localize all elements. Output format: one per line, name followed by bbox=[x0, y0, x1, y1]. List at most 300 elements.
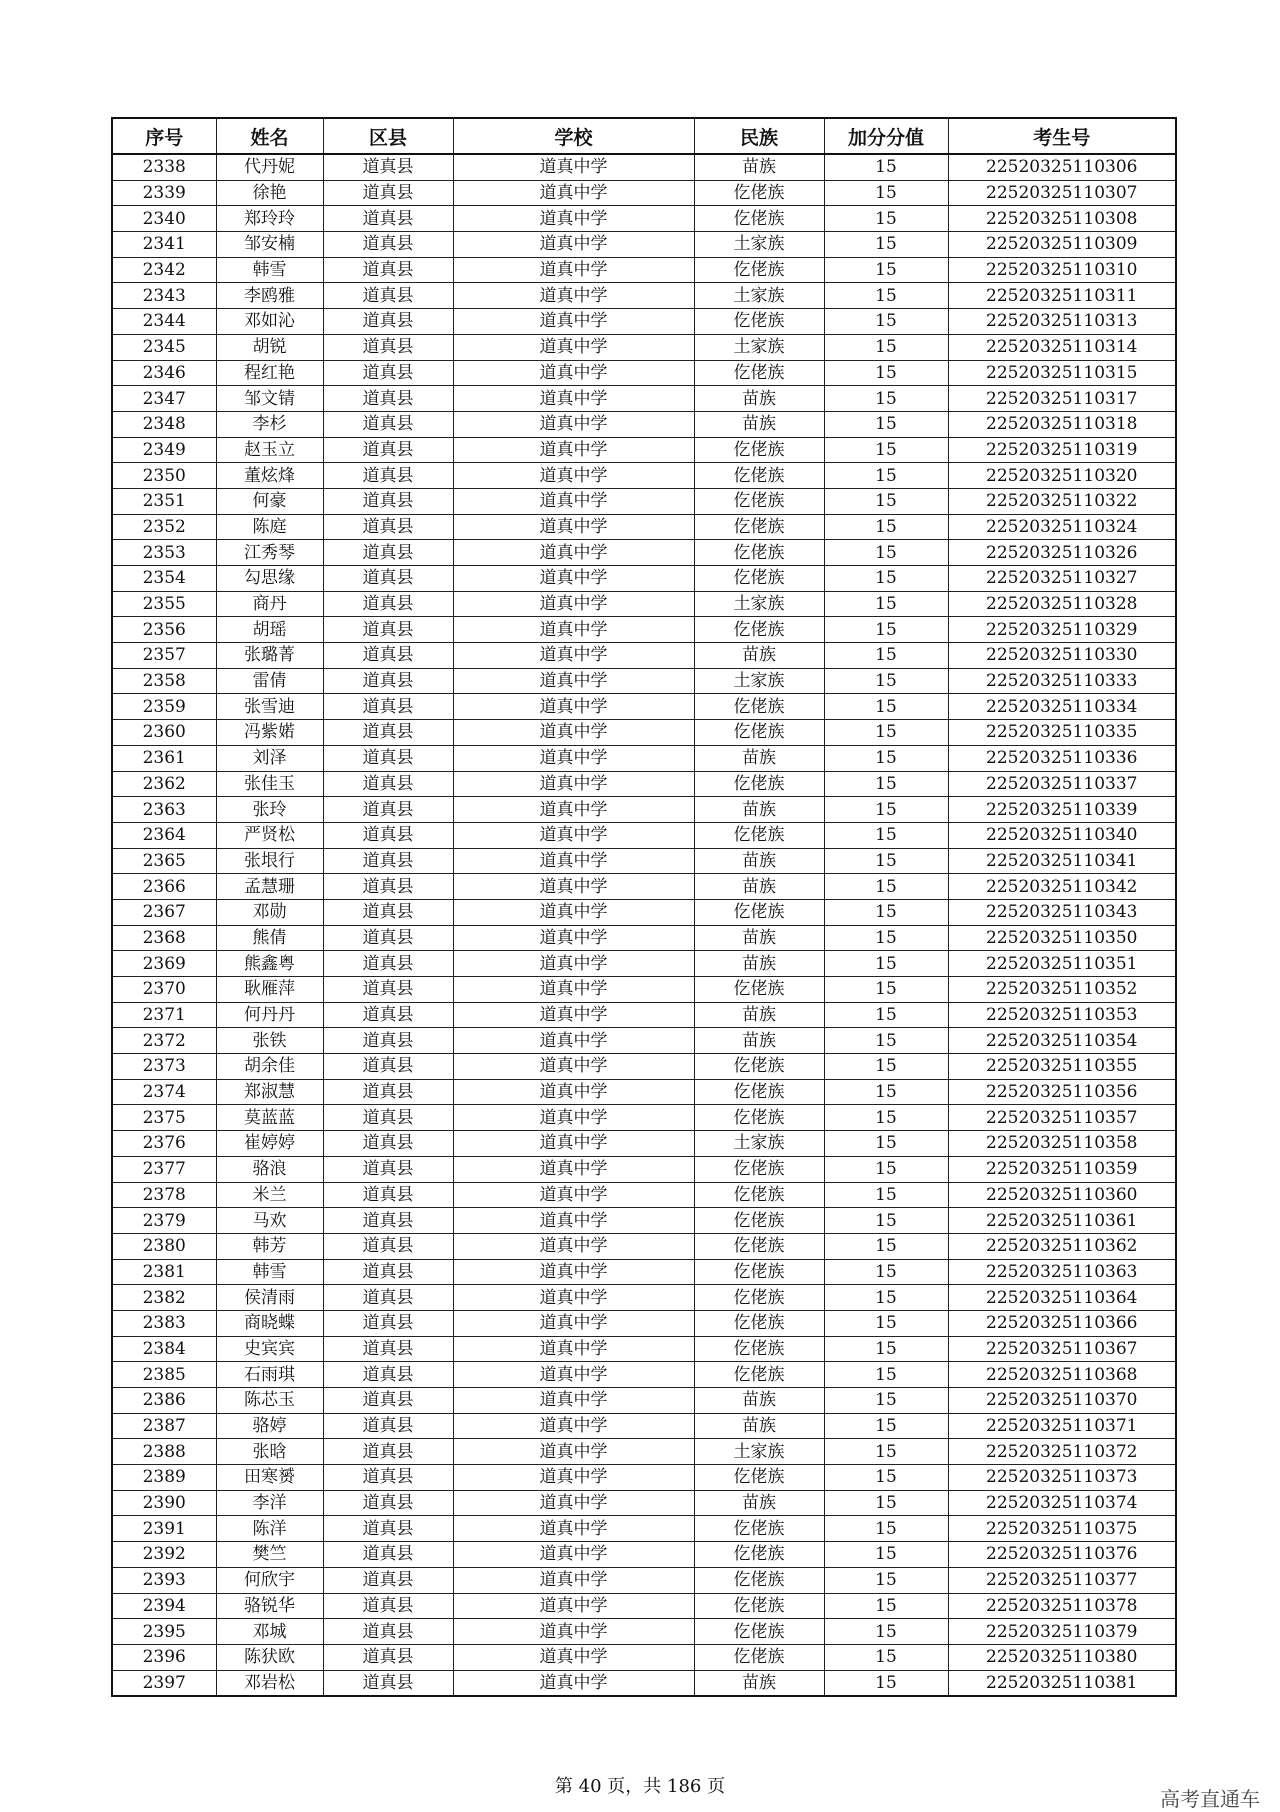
cell-ethnicity: 苗族 bbox=[694, 643, 824, 669]
cell-exam-id: 22520325110353 bbox=[948, 1002, 1176, 1028]
cell-ethnicity: 仡佬族 bbox=[694, 488, 824, 514]
table-row bbox=[112, 899, 1176, 925]
cell-name: 邹安楠 bbox=[216, 232, 323, 258]
cell-index: 2357 bbox=[112, 643, 216, 669]
table-row bbox=[112, 411, 1176, 437]
cell-school: 道真中学 bbox=[453, 977, 694, 1003]
cell-index: 2370 bbox=[112, 977, 216, 1003]
cell-index: 2366 bbox=[112, 874, 216, 900]
cell-index: 2339 bbox=[112, 180, 216, 206]
cell-index: 2392 bbox=[112, 1542, 216, 1568]
cell-county: 道真县 bbox=[323, 1002, 453, 1028]
cell-ethnicity: 仡佬族 bbox=[694, 1259, 824, 1285]
cell-exam-id: 22520325110324 bbox=[948, 514, 1176, 540]
cell-name: 孟慧珊 bbox=[216, 874, 323, 900]
cell-school: 道真中学 bbox=[453, 1336, 694, 1362]
cell-index: 2386 bbox=[112, 1388, 216, 1414]
cell-school: 道真中学 bbox=[453, 1208, 694, 1234]
cell-ethnicity: 仡佬族 bbox=[694, 437, 824, 463]
table-row bbox=[112, 1002, 1176, 1028]
cell-county: 道真县 bbox=[323, 1079, 453, 1105]
cell-exam-id: 22520325110375 bbox=[948, 1516, 1176, 1542]
cell-school: 道真中学 bbox=[453, 1002, 694, 1028]
cell-county: 道真县 bbox=[323, 1593, 453, 1619]
cell-name: 雷倩 bbox=[216, 668, 323, 694]
cell-ethnicity: 仡佬族 bbox=[694, 1105, 824, 1131]
cell-index: 2354 bbox=[112, 566, 216, 592]
cell-ethnicity: 土家族 bbox=[694, 232, 824, 258]
cell-bonus: 15 bbox=[824, 797, 948, 823]
cell-exam-id: 22520325110319 bbox=[948, 437, 1176, 463]
cell-name: 冯紫婼 bbox=[216, 720, 323, 746]
cell-school: 道真中学 bbox=[453, 309, 694, 335]
cell-school: 道真中学 bbox=[453, 1644, 694, 1670]
table-row bbox=[112, 1388, 1176, 1414]
cell-name: 何丹丹 bbox=[216, 1002, 323, 1028]
table-row bbox=[112, 1593, 1176, 1619]
cell-bonus: 15 bbox=[824, 540, 948, 566]
cell-name: 严贤松 bbox=[216, 822, 323, 848]
cell-ethnicity: 苗族 bbox=[694, 154, 824, 180]
cell-index: 2374 bbox=[112, 1079, 216, 1105]
cell-school: 道真中学 bbox=[453, 154, 694, 180]
cell-school: 道真中学 bbox=[453, 797, 694, 823]
cell-exam-id: 22520325110372 bbox=[948, 1439, 1176, 1465]
cell-name: 勾思缘 bbox=[216, 566, 323, 592]
cell-name: 韩雪 bbox=[216, 1259, 323, 1285]
cell-county: 道真县 bbox=[323, 232, 453, 258]
cell-name: 田寒赟 bbox=[216, 1465, 323, 1491]
watermark-text: 高考直通车 bbox=[1160, 1787, 1260, 1811]
cell-index: 2343 bbox=[112, 283, 216, 309]
cell-school: 道真中学 bbox=[453, 1233, 694, 1259]
column-header-name: 姓名 bbox=[216, 118, 323, 154]
cell-school: 道真中学 bbox=[453, 617, 694, 643]
cell-index: 2371 bbox=[112, 1002, 216, 1028]
table-row bbox=[112, 925, 1176, 951]
cell-bonus: 15 bbox=[824, 437, 948, 463]
cell-ethnicity: 苗族 bbox=[694, 874, 824, 900]
cell-exam-id: 22520325110314 bbox=[948, 334, 1176, 360]
cell-index: 2393 bbox=[112, 1567, 216, 1593]
cell-bonus: 15 bbox=[824, 617, 948, 643]
cell-index: 2380 bbox=[112, 1233, 216, 1259]
cell-index: 2356 bbox=[112, 617, 216, 643]
cell-county: 道真县 bbox=[323, 154, 453, 180]
cell-exam-id: 22520325110308 bbox=[948, 206, 1176, 232]
cell-bonus: 15 bbox=[824, 309, 948, 335]
cell-ethnicity: 土家族 bbox=[694, 591, 824, 617]
cell-bonus: 15 bbox=[824, 386, 948, 412]
cell-bonus: 15 bbox=[824, 154, 948, 180]
cell-name: 邓城 bbox=[216, 1619, 323, 1645]
cell-index: 2348 bbox=[112, 411, 216, 437]
cell-ethnicity: 仡佬族 bbox=[694, 309, 824, 335]
cell-school: 道真中学 bbox=[453, 1593, 694, 1619]
cell-exam-id: 22520325110367 bbox=[948, 1336, 1176, 1362]
cell-bonus: 15 bbox=[824, 1644, 948, 1670]
cell-bonus: 15 bbox=[824, 1413, 948, 1439]
cell-index: 2384 bbox=[112, 1336, 216, 1362]
table-row bbox=[112, 1233, 1176, 1259]
cell-name: 张佳玉 bbox=[216, 771, 323, 797]
cell-school: 道真中学 bbox=[453, 1054, 694, 1080]
cell-county: 道真县 bbox=[323, 1439, 453, 1465]
table-row bbox=[112, 463, 1176, 489]
cell-county: 道真县 bbox=[323, 1362, 453, 1388]
cell-name: 樊竺 bbox=[216, 1542, 323, 1568]
cell-bonus: 15 bbox=[824, 514, 948, 540]
cell-school: 道真中学 bbox=[453, 1516, 694, 1542]
table-row bbox=[112, 309, 1176, 335]
cell-school: 道真中学 bbox=[453, 1567, 694, 1593]
cell-exam-id: 22520325110371 bbox=[948, 1413, 1176, 1439]
cell-index: 2390 bbox=[112, 1490, 216, 1516]
cell-index: 2342 bbox=[112, 257, 216, 283]
cell-county: 道真县 bbox=[323, 488, 453, 514]
cell-bonus: 15 bbox=[824, 771, 948, 797]
cell-bonus: 15 bbox=[824, 283, 948, 309]
cell-name: 骆婷 bbox=[216, 1413, 323, 1439]
column-header-ethnicity: 民族 bbox=[694, 118, 824, 154]
cell-bonus: 15 bbox=[824, 822, 948, 848]
cell-ethnicity: 土家族 bbox=[694, 283, 824, 309]
cell-index: 2361 bbox=[112, 745, 216, 771]
cell-index: 2385 bbox=[112, 1362, 216, 1388]
cell-name: 邓如沁 bbox=[216, 309, 323, 335]
cell-exam-id: 22520325110361 bbox=[948, 1208, 1176, 1234]
cell-index: 2358 bbox=[112, 668, 216, 694]
table-row bbox=[112, 1259, 1176, 1285]
table-row bbox=[112, 283, 1176, 309]
cell-exam-id: 22520325110334 bbox=[948, 694, 1176, 720]
cell-name: 崔婷婷 bbox=[216, 1131, 323, 1157]
cell-bonus: 15 bbox=[824, 591, 948, 617]
cell-index: 2373 bbox=[112, 1054, 216, 1080]
cell-name: 何欣宇 bbox=[216, 1567, 323, 1593]
table-row bbox=[112, 1362, 1176, 1388]
cell-county: 道真县 bbox=[323, 822, 453, 848]
cell-bonus: 15 bbox=[824, 1233, 948, 1259]
cell-exam-id: 22520325110333 bbox=[948, 668, 1176, 694]
cell-school: 道真中学 bbox=[453, 591, 694, 617]
cell-ethnicity: 土家族 bbox=[694, 1439, 824, 1465]
cell-ethnicity: 仡佬族 bbox=[694, 694, 824, 720]
cell-index: 2347 bbox=[112, 386, 216, 412]
cell-index: 2355 bbox=[112, 591, 216, 617]
cell-county: 道真县 bbox=[323, 514, 453, 540]
cell-name: 胡锐 bbox=[216, 334, 323, 360]
cell-school: 道真中学 bbox=[453, 874, 694, 900]
cell-county: 道真县 bbox=[323, 283, 453, 309]
cell-county: 道真县 bbox=[323, 1285, 453, 1311]
cell-bonus: 15 bbox=[824, 1054, 948, 1080]
results-table-container bbox=[111, 117, 1175, 1697]
cell-bonus: 15 bbox=[824, 745, 948, 771]
cell-name: 刘泽 bbox=[216, 745, 323, 771]
cell-school: 道真中学 bbox=[453, 1285, 694, 1311]
cell-bonus: 15 bbox=[824, 411, 948, 437]
cell-county: 道真县 bbox=[323, 591, 453, 617]
cell-ethnicity: 仡佬族 bbox=[694, 1567, 824, 1593]
cell-ethnicity: 仡佬族 bbox=[694, 514, 824, 540]
cell-name: 张铁 bbox=[216, 1028, 323, 1054]
cell-exam-id: 22520325110364 bbox=[948, 1285, 1176, 1311]
cell-index: 2379 bbox=[112, 1208, 216, 1234]
cell-index: 2349 bbox=[112, 437, 216, 463]
cell-exam-id: 22520325110317 bbox=[948, 386, 1176, 412]
cell-exam-id: 22520325110342 bbox=[948, 874, 1176, 900]
cell-bonus: 15 bbox=[824, 1439, 948, 1465]
cell-index: 2350 bbox=[112, 463, 216, 489]
cell-bonus: 15 bbox=[824, 1388, 948, 1414]
cell-school: 道真中学 bbox=[453, 822, 694, 848]
cell-exam-id: 22520325110328 bbox=[948, 591, 1176, 617]
cell-exam-id: 22520325110326 bbox=[948, 540, 1176, 566]
cell-bonus: 15 bbox=[824, 180, 948, 206]
cell-school: 道真中学 bbox=[453, 257, 694, 283]
cell-county: 道真县 bbox=[323, 1182, 453, 1208]
cell-name: 代丹妮 bbox=[216, 154, 323, 180]
table-row bbox=[112, 1619, 1176, 1645]
cell-exam-id: 22520325110336 bbox=[948, 745, 1176, 771]
cell-index: 2362 bbox=[112, 771, 216, 797]
table-row bbox=[112, 206, 1176, 232]
table-row bbox=[112, 745, 1176, 771]
cell-school: 道真中学 bbox=[453, 848, 694, 874]
table-header-row bbox=[112, 118, 1176, 154]
cell-bonus: 15 bbox=[824, 1002, 948, 1028]
cell-county: 道真县 bbox=[323, 180, 453, 206]
cell-index: 2387 bbox=[112, 1413, 216, 1439]
table-row bbox=[112, 874, 1176, 900]
cell-county: 道真县 bbox=[323, 1233, 453, 1259]
cell-index: 2364 bbox=[112, 822, 216, 848]
cell-ethnicity: 仡佬族 bbox=[694, 1156, 824, 1182]
cell-index: 2378 bbox=[112, 1182, 216, 1208]
table-body bbox=[112, 154, 1176, 1696]
cell-index: 2395 bbox=[112, 1619, 216, 1645]
cell-exam-id: 22520325110352 bbox=[948, 977, 1176, 1003]
cell-exam-id: 22520325110379 bbox=[948, 1619, 1176, 1645]
cell-ethnicity: 苗族 bbox=[694, 1388, 824, 1414]
cell-county: 道真县 bbox=[323, 925, 453, 951]
table-row bbox=[112, 1567, 1176, 1593]
table-row bbox=[112, 771, 1176, 797]
table-row bbox=[112, 1670, 1176, 1696]
cell-bonus: 15 bbox=[824, 720, 948, 746]
cell-ethnicity: 仡佬族 bbox=[694, 1644, 824, 1670]
cell-exam-id: 22520325110351 bbox=[948, 951, 1176, 977]
cell-county: 道真县 bbox=[323, 309, 453, 335]
cell-ethnicity: 仡佬族 bbox=[694, 360, 824, 386]
cell-name: 董炫烽 bbox=[216, 463, 323, 489]
cell-bonus: 15 bbox=[824, 874, 948, 900]
cell-school: 道真中学 bbox=[453, 1362, 694, 1388]
cell-name: 徐艳 bbox=[216, 180, 323, 206]
cell-name: 马欢 bbox=[216, 1208, 323, 1234]
cell-county: 道真县 bbox=[323, 1567, 453, 1593]
cell-exam-id: 22520325110311 bbox=[948, 283, 1176, 309]
cell-exam-id: 22520325110366 bbox=[948, 1310, 1176, 1336]
cell-bonus: 15 bbox=[824, 1542, 948, 1568]
cell-exam-id: 22520325110354 bbox=[948, 1028, 1176, 1054]
cell-bonus: 15 bbox=[824, 694, 948, 720]
cell-ethnicity: 仡佬族 bbox=[694, 771, 824, 797]
cell-bonus: 15 bbox=[824, 668, 948, 694]
table-row bbox=[112, 668, 1176, 694]
table-row bbox=[112, 1285, 1176, 1311]
cell-index: 2397 bbox=[112, 1670, 216, 1696]
cell-county: 道真县 bbox=[323, 899, 453, 925]
cell-ethnicity: 仡佬族 bbox=[694, 1516, 824, 1542]
cell-name: 赵玉立 bbox=[216, 437, 323, 463]
cell-name: 张玲 bbox=[216, 797, 323, 823]
cell-school: 道真中学 bbox=[453, 463, 694, 489]
cell-name: 熊倩 bbox=[216, 925, 323, 951]
table-row bbox=[112, 951, 1176, 977]
cell-school: 道真中学 bbox=[453, 232, 694, 258]
cell-bonus: 15 bbox=[824, 566, 948, 592]
table-row bbox=[112, 1182, 1176, 1208]
cell-bonus: 15 bbox=[824, 463, 948, 489]
cell-name: 莫蓝蓝 bbox=[216, 1105, 323, 1131]
table-row bbox=[112, 1644, 1176, 1670]
cell-county: 道真县 bbox=[323, 720, 453, 746]
cell-school: 道真中学 bbox=[453, 1105, 694, 1131]
cell-index: 2338 bbox=[112, 154, 216, 180]
column-header-county: 区县 bbox=[323, 118, 453, 154]
cell-exam-id: 22520325110339 bbox=[948, 797, 1176, 823]
cell-exam-id: 22520325110335 bbox=[948, 720, 1176, 746]
cell-bonus: 15 bbox=[824, 1182, 948, 1208]
cell-county: 道真县 bbox=[323, 977, 453, 1003]
table-row bbox=[112, 591, 1176, 617]
table-row bbox=[112, 1542, 1176, 1568]
cell-bonus: 15 bbox=[824, 1362, 948, 1388]
cell-school: 道真中学 bbox=[453, 1156, 694, 1182]
cell-name: 熊鑫粤 bbox=[216, 951, 323, 977]
cell-name: 陈犾欧 bbox=[216, 1644, 323, 1670]
cell-school: 道真中学 bbox=[453, 925, 694, 951]
cell-county: 道真县 bbox=[323, 617, 453, 643]
table-row bbox=[112, 1028, 1176, 1054]
cell-exam-id: 22520325110341 bbox=[948, 848, 1176, 874]
cell-exam-id: 22520325110306 bbox=[948, 154, 1176, 180]
cell-exam-id: 22520325110380 bbox=[948, 1644, 1176, 1670]
cell-ethnicity: 苗族 bbox=[694, 848, 824, 874]
cell-index: 2367 bbox=[112, 899, 216, 925]
cell-school: 道真中学 bbox=[453, 206, 694, 232]
table-row bbox=[112, 797, 1176, 823]
cell-name: 陈洋 bbox=[216, 1516, 323, 1542]
cell-ethnicity: 苗族 bbox=[694, 1670, 824, 1696]
cell-ethnicity: 仡佬族 bbox=[694, 206, 824, 232]
cell-exam-id: 22520325110360 bbox=[948, 1182, 1176, 1208]
cell-county: 道真县 bbox=[323, 1336, 453, 1362]
cell-exam-id: 22520325110377 bbox=[948, 1567, 1176, 1593]
cell-county: 道真县 bbox=[323, 1156, 453, 1182]
cell-county: 道真县 bbox=[323, 257, 453, 283]
cell-school: 道真中学 bbox=[453, 411, 694, 437]
cell-name: 郑玲玲 bbox=[216, 206, 323, 232]
cell-exam-id: 22520325110350 bbox=[948, 925, 1176, 951]
table-row bbox=[112, 540, 1176, 566]
cell-index: 2352 bbox=[112, 514, 216, 540]
cell-index: 2394 bbox=[112, 1593, 216, 1619]
table-row bbox=[112, 1465, 1176, 1491]
cell-exam-id: 22520325110340 bbox=[948, 822, 1176, 848]
cell-county: 道真县 bbox=[323, 1208, 453, 1234]
cell-ethnicity: 仡佬族 bbox=[694, 617, 824, 643]
cell-exam-id: 22520325110343 bbox=[948, 899, 1176, 925]
table-row bbox=[112, 1208, 1176, 1234]
cell-county: 道真县 bbox=[323, 745, 453, 771]
cell-bonus: 15 bbox=[824, 1670, 948, 1696]
cell-school: 道真中学 bbox=[453, 1542, 694, 1568]
cell-index: 2377 bbox=[112, 1156, 216, 1182]
table-row bbox=[112, 1131, 1176, 1157]
cell-bonus: 15 bbox=[824, 977, 948, 1003]
cell-name: 何豪 bbox=[216, 488, 323, 514]
cell-exam-id: 22520325110309 bbox=[948, 232, 1176, 258]
cell-index: 2375 bbox=[112, 1105, 216, 1131]
table-row bbox=[112, 180, 1176, 206]
table-row bbox=[112, 1413, 1176, 1439]
cell-index: 2341 bbox=[112, 232, 216, 258]
cell-bonus: 15 bbox=[824, 1567, 948, 1593]
cell-ethnicity: 土家族 bbox=[694, 334, 824, 360]
cell-name: 张璐菁 bbox=[216, 643, 323, 669]
cell-bonus: 15 bbox=[824, 1593, 948, 1619]
cell-county: 道真县 bbox=[323, 566, 453, 592]
cell-index: 2389 bbox=[112, 1465, 216, 1491]
cell-school: 道真中学 bbox=[453, 1182, 694, 1208]
cell-school: 道真中学 bbox=[453, 1413, 694, 1439]
cell-county: 道真县 bbox=[323, 437, 453, 463]
cell-county: 道真县 bbox=[323, 1131, 453, 1157]
cell-school: 道真中学 bbox=[453, 1079, 694, 1105]
cell-index: 2345 bbox=[112, 334, 216, 360]
cell-ethnicity: 仡佬族 bbox=[694, 1285, 824, 1311]
cell-school: 道真中学 bbox=[453, 771, 694, 797]
cell-exam-id: 22520325110330 bbox=[948, 643, 1176, 669]
cell-exam-id: 22520325110337 bbox=[948, 771, 1176, 797]
cell-bonus: 15 bbox=[824, 334, 948, 360]
cell-bonus: 15 bbox=[824, 1336, 948, 1362]
cell-school: 道真中学 bbox=[453, 1439, 694, 1465]
cell-school: 道真中学 bbox=[453, 334, 694, 360]
cell-ethnicity: 仡佬族 bbox=[694, 1362, 824, 1388]
cell-index: 2360 bbox=[112, 720, 216, 746]
cell-index: 2344 bbox=[112, 309, 216, 335]
cell-county: 道真县 bbox=[323, 668, 453, 694]
table-row bbox=[112, 720, 1176, 746]
cell-school: 道真中学 bbox=[453, 360, 694, 386]
cell-name: 邓勋 bbox=[216, 899, 323, 925]
cell-county: 道真县 bbox=[323, 848, 453, 874]
cell-ethnicity: 仡佬族 bbox=[694, 463, 824, 489]
cell-school: 道真中学 bbox=[453, 720, 694, 746]
cell-index: 2353 bbox=[112, 540, 216, 566]
cell-exam-id: 22520325110376 bbox=[948, 1542, 1176, 1568]
table-row bbox=[112, 1490, 1176, 1516]
table-row bbox=[112, 1516, 1176, 1542]
cell-county: 道真县 bbox=[323, 540, 453, 566]
cell-bonus: 15 bbox=[824, 1131, 948, 1157]
cell-index: 2381 bbox=[112, 1259, 216, 1285]
cell-school: 道真中学 bbox=[453, 180, 694, 206]
